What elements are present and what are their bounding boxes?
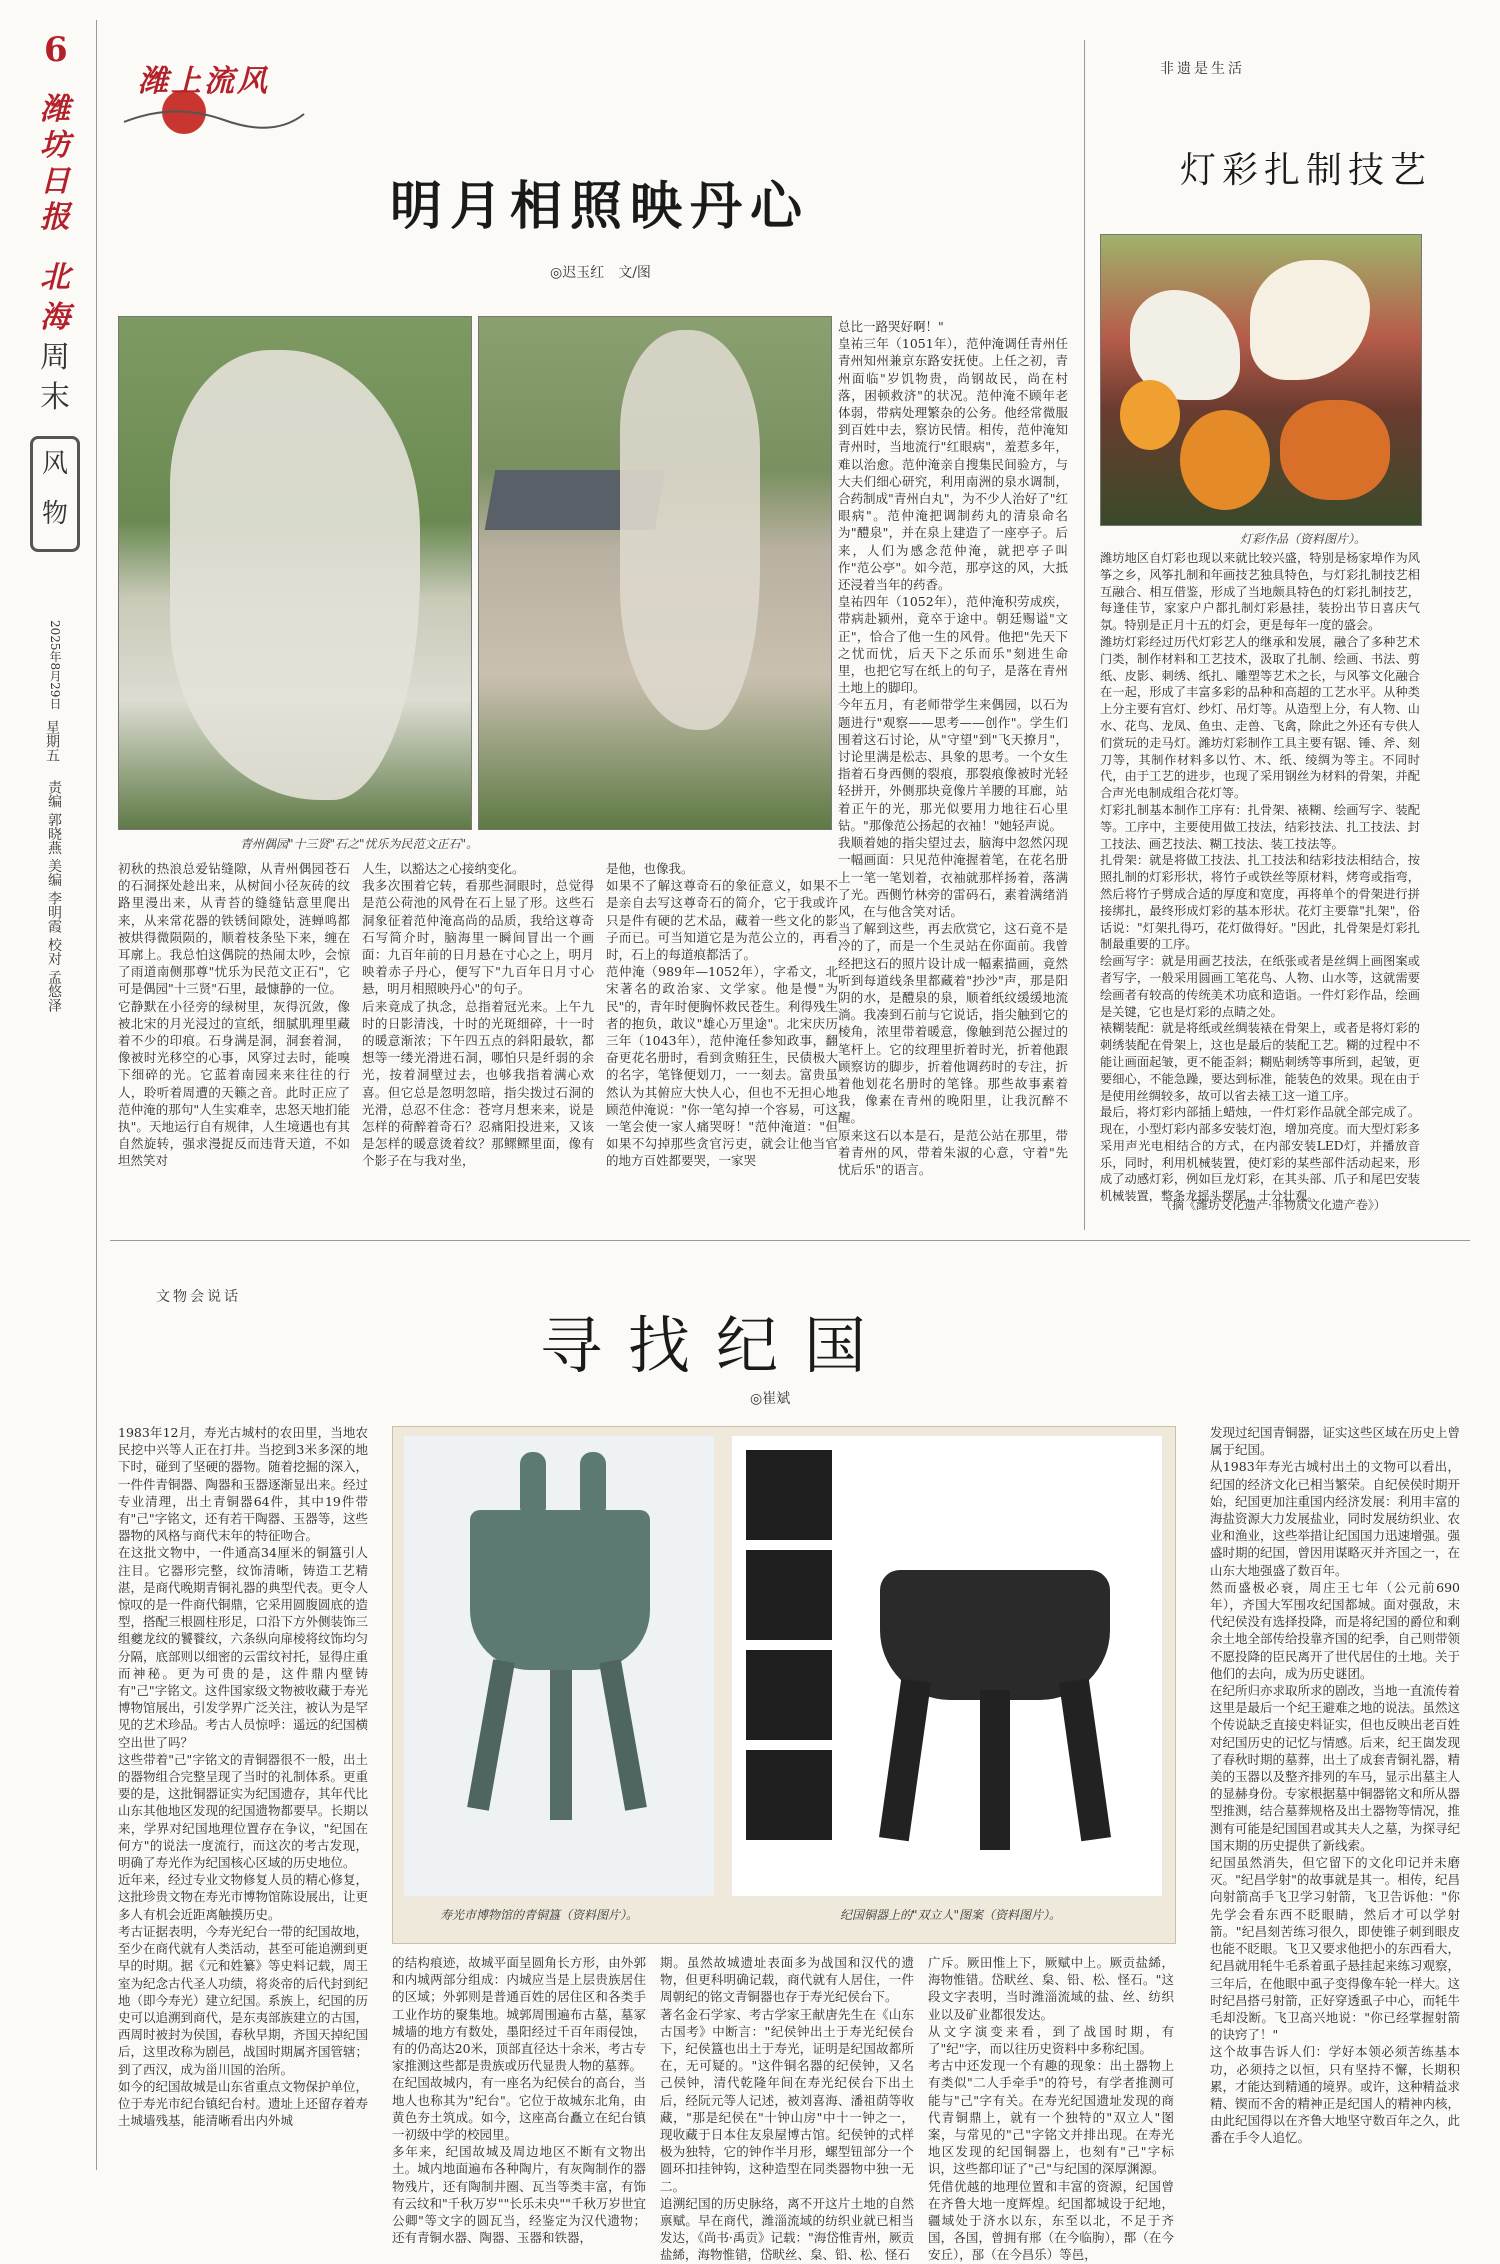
article-text-column: 是他，也像我。 如果不了解这尊奇石的象征意义，如果不是亲自去写这尊奇石的简介，它于我或许只是件有硬的艺术品，藏着一些文化的影子而已。可当知道它是为范公立的，再看时，石上的每道痕都活了。 范仲淹（989年—1052年），字希文，北宋著名的政治家、文学家。他是慢"为民"的，青年时便胸怀救民苍生。利得残生者的抱负，敢议"雄心万里途"。北宋庆历三年（1043年），范仲淹任参知政事，翻奋更花名册时，看到贪贿狂生，民债极大的名字，笔锋便划刀，一一刻去。富贵虽然认为其俯应大快人心，但也不无担心地顾范仲淹说："你一笔勾掉一个容易，可这一笔会使一家人痛哭呀！"范仲淹道："但如果不勾掉那些贪官污吏，就会让他当官的地方百姓都要哭，一家哭 — [606, 861, 838, 1169]
page-number: 6 — [44, 30, 68, 70]
inscription-rubbing — [746, 1650, 832, 1740]
column-tag: 非遗是生活 — [1160, 61, 1245, 77]
article-title: 灯彩扎制技艺 — [1180, 150, 1433, 191]
article-source: （摘《潍坊文化遗产·非物质文化遗产卷》） — [1160, 1198, 1386, 1212]
article-byline: ◎崔斌 — [750, 1391, 791, 1407]
article-text-column: 期。虽然故城遗址表面多为战国和汉代的遗物，但更科明确记载，商代就有人居住，一件周朝纪的铭文青铜器也存于寿光纪侯台下。 著名金石学家、考古学家王献唐先生在《山东古国考》中断言："纪侯钟出土于寿光纪侯台下，纪侯簋也出土于寿光，证明是纪国故都所在，无可疑的。"这件铜名器的纪侯钟，又名己侯钟，清代乾隆年间在寿光纪侯台下出土后，经阮元等人记述，被刘喜海、潘祖荫等收藏，"那是纪侯在"十钟山房"中十一钟之一，现收藏于日本住友泉屋博古馆。纪侯钟的式样极为独特，它的钟作半月形，螺型钮部分一个圆环扣挂钟钩，这种造型在同类器物中独一无二。 追溯纪国的历史脉络，离不开这片土地的自然禀赋。早在商代，潍淄流域的纺织业就已相当发达，《尚书·禹贡》记载："海岱惟青州，厥贡盐絺，海物惟错，岱畎丝、枲、铅、松、怪石 — [660, 1955, 914, 2263]
vessel-knob — [580, 1452, 606, 1512]
section-divider — [110, 1240, 1470, 1241]
masthead-divider — [96, 20, 97, 2170]
lantern-shape — [1180, 410, 1270, 510]
column-tag: 文物会说话 — [156, 1289, 241, 1305]
article-text-column: 1983年12月，寿光古城村的农田里，当地农民挖中兴等人正在打井。当挖到3米多深的地下时，碰到了坚硬的器物。随着挖掘的深入，一件件青铜器、陶器和玉器逐渐显出来。经过专业清理，出土青铜器64件，其中19件带有"己"字铭文，还有若干陶器、玉器等，这些器物的风格与商代末年的特征吻合。 在这批文物中，一件通高34厘米的铜簋引人注目。它器形完整，纹饰清晰，铸造工艺精湛，是商代晚期青铜礼器的典型代表。更令人惊叹的是一件商代铜鼎，它采用圆腹圆底的造型，搭配三根圆柱形足，口沿下方外侧装饰三组夔龙纹的饕餮纹，六条纵向扉棱将纹饰均匀分隔，底部则以细密的云雷纹衬托，显得庄重而神秘。更为可贵的是，这件鼎内壁铸有"己"字铭文。这件国家级文物被收藏于寿光博物馆展出，引发学界广泛关注，被认为是罕见的艺术珍品。考古人员惊呼：遥远的纪国横空出世了吗？ 这些带着"己"字铭文的青铜器很不一般，出土的器物组合完整呈现了当时的礼制体系。更重要的是，这批铜器证实为纪国遗存，其年代比山东其他地区发现的纪国遗物都要早。长期以来，学界对纪国地理位置存在争议，"纪国在何方"的说法一度流行，而这次的考古发现，明确了寿光作为纪国核心区域的历史地位。 近年来，经过专业文物修复人员的精心修复，这批珍贵文物在寿光市博物馆陈设展出，让更多人有机会近距离触摸历史。 考古证据表明，今寿光纪台一带的纪国故地，至少在商代就有人类活动，甚至可能追溯到更早的时期。据《元和姓纂》等史料记载，周王室为纪念古代圣人功绩，将炎帝的后代封到纪地（即今寿光）建立纪国。系族上，纪国的历史可以追溯到商代，是东夷部族建立的古国，西周时被封为侯国，春秋早期，齐国天掉纪国后，这里改称为剧邑，战国时期属齐国管辖；到了西汉，成为甾川国的治所。 如今的纪国故城是山东省重点文物保护单位，位于寿光市纪台镇纪台村。遗址上还留存着寿土城墙残基，能清晰看出内外城 — [118, 1425, 369, 2129]
inscription-rubbing — [746, 1550, 832, 1640]
photo-caption: 寿光市博物馆的青铜簋（资料图片）。 — [440, 1908, 639, 1922]
article-text-column: 人生，以豁达之心接纳变化。 我多次围着它转，看那些洞眼时，总觉得是范公荷池的风骨在石上显了形。这些石洞象征着范仲淹高尚的品质，我给这尊奇石写简介时，脑海里一瞬间冒出一个画面：九百年前的日月悬在寸心之上，明月映着赤子丹心，便写下"九百年日月寸心悬，明月相照映丹心"的句子。 后来竟成了执念，总指着冠光来。上午九时的日影清浅，十时的光斑细碎，十一时的暖意渐浓；下午四五点的斜阳最软，都想等一缕光滑进石洞，哪怕只是纤弱的余光，按着洞壁过去，也够我指着满心欢喜。但它总是忽明忽暗，指尖拨过石洞的光滑，总忍不住念：苍穹月想来来，说是怎样的荷醉着奇石？忍痛阳投进来，又该是怎样的暖意烫着纹？那鳏鳏里面，像有个影子在与我对坐， — [362, 861, 594, 1169]
photo-caption: 纪国铜器上的"双立人"图案（资料图片）。 — [840, 1908, 1062, 1922]
vessel-knob — [520, 1452, 546, 1512]
column-name: 潍上流风 — [138, 64, 270, 99]
article-title: 寻找纪国 — [540, 1309, 893, 1382]
article-text-column: 发现过纪国青铜器，证实这些区域在历史上曾属于纪国。 从1983年寿光古城村出土的文物可以看出，纪国的经济文化已相当繁荣。自纪侯侯时期开始，纪国更加注重国内经济发展：利用丰富的海盐资源大力发展盐业，同时发展纺织业、农业和渔业，这些举措让纪国国力迅速增强。强盛时期的纪国，曾因用谋略灭并齐国之一，在山东大地强盛了数百年。 然而盛极必衰，周庄王七年（公元前690年），齐国大军围攻纪国都城。面对强敌，末代纪侯没有选择投降，而是将纪国的爵位和剩余土地全部传给投靠齐国的纪季，自己则带领不愿投降的臣民离开了世代居住的土地。关于他们的去向，成为历史谜团。 在纪所归亦求取所求的剧改，当地一直流传着这里是最后一个纪王避难之地的说法。虽然这个传说缺乏直接史料证实，但也反映出老百姓对纪国历史的记忆与情感。后来，纪王崮发现了春秋时期的墓葬，出土了成套青铜礼器，精美的玉器以及整齐排列的车马，显示出墓主人的显赫身份。专家根据墓中铜器铭文和所从器型推测，结合墓葬规格及出土器物等情况，推测有可能是纪国国君或其夫人之墓，为探寻纪国末期的历史提供了新线索。 纪国虽然消失，但它留下的文化印记并未磨灭。"纪昌学射"的故事就是其一。相传，纪昌向射箭高手飞卫学习射箭，飞卫告诉他："你先学会看东西不眨眼睛，然后才可以学射箭。"纪昌刻苦练习很久，即使锥子刺到眼皮也能不眨眼。飞卫又要求他把小的东西看大，纪昌就用牦牛毛系着虱子悬挂起来练习观察，三年后，在他眼中虱子变得像车轮一样大。这时纪昌搭弓射箭，正好穿透虱子中心，而牦牛毛却没断。飞卫高兴地说："你已经掌握射箭的诀窍了！" 这个故事告诉人们：学好本领必须苦练基本功，必须持之以恒，只有坚持不懈，长期积累，才能达到精通的境界。或许，这种精益求精、锲而不舍的精神正是纪国人的精神内核，由此纪国得以在齐鲁大地坚守数百年之久，此番在手令人追忆。 — [1210, 1425, 1461, 2146]
vessel-leg — [550, 1670, 572, 1820]
issue-date: 2025年8月29日 — [48, 620, 62, 710]
article-text: 潍坊地区自灯彩也现以来就比较兴盛，特别是杨家埠作为风筝之乡，风筝扎制和年画技艺独具特色，与灯彩扎制技艺相互融合、相互借鉴，形成了当地颇具特色的灯彩扎制技艺，每逢佳节，家家户户都扎制灯彩悬挂，装扮出节日喜庆气氛。特别是正月十五的灯会，更是每年一度的盛会。 潍坊灯彩经过历代灯彩艺人的继承和发展，融合了多种艺术门类，制作材料和工艺技术，汲取了扎制、绘画、书法、剪纸、皮影、刺绣、纸扎、雕塑等艺术之长，与风筝文化融合在一起，形成了丰富多彩的品种和高超的工艺水平。从种类上分主要有宫灯、纱灯、吊灯等。从造型上分，有人物、山水、花鸟、龙凤、鱼虫、走兽、飞禽，除此之外还有专供人们赏玩的走马灯。潍坊灯彩制作工具主要有锯、锤、斧、刻刀等，其制作材料多以竹、木、纸、绫绸为等主。不同时代，由于工艺的进步，也现了采用钢丝为材料的骨架，并配合声光电制成组合花灯等。 灯彩扎制基本制作工序有：扎骨架、裱糊、绘画写字、装配等。工序中，主要使用做工技法，结彩技法、扎工技法、封工技法、画艺技法、糊工技法、装工技法等。 扎骨架：就是将做工技法、扎工技法和结彩技法相结合，按照扎制的灯彩形状，将竹子或铁丝等原材料，烤弯或指弯，然后将竹子劈成合适的厚度和宽度，再将单个的骨架进行拼接绑扎，最终形成灯彩的基本形状。花灯主要靠"扎架"，俗话说："灯架扎得巧，花灯做得好。"因此，扎骨架是灯彩扎制最重要的工序。 绘画写字：就是用画艺技法，在纸张或者是丝绸上画图案或者写字，一般采用圆画工笔花鸟、人物、山水等，这就需要绘画者有较高的传统美术功底和造诣。一件灯彩作品，绘画是关键，它也是灯彩的点睛之处。 裱糊装配：就是将纸或丝绸装裱在骨架上，或者是将灯彩的刺绣装配在骨架上，这也是最后的装配工艺。糊的过程中不能让画面起皱，更不能歪斜；糊贴刺绣等事所到，起皱，更要细心，不能急躁，要达到标准，能装色的效果。现在由于是使用丝绸较多，故可以省去裱工这一道工序。 最后，将灯彩内部插上蜡烛，一件灯彩作品就全部完成了。现在，小型灯彩内部多安装灯泡，增加亮度。而大型灯彩多采用声光电相结合的方式，在内部安装LED灯，并播放音乐，同时，利用机械装置，使灯彩的某些部件活动起来，形成了动感灯彩，例如巨龙灯彩，在其头部、爪子和尾巴安装机械装置，整条龙摇头摆尾，十分壮观。 — [1100, 551, 1420, 1204]
column-divider — [1084, 40, 1085, 1230]
article-byline: ◎迟玉红 文/图 — [550, 265, 651, 281]
article-text-column: 广斥。厥田惟上下，厥赋中上。厥贡盐絺，海物惟错。岱畎丝、枲、铅、松、怪石。"这段文字表明，当时潍淄流域的盐、丝、纺织业以及矿业都很发达。 从文字演变来看，到了战国时期，有了"纪"字，而以往历史资料中多称纪国。 考古中还发现一个有趣的现象：出土器物上有类似"二人手牵手"的符号，有学者推测可能与"己"字有关。在寿光纪国遗址发现的商代青铜鼎上，就有一个独特的"双立人"图案，与常见的"己"字铭文并排出现。在寿光地区发现的纪国铜器上，也刻有"己"字标识，这些都印证了"己"与纪国的深厚渊源。 凭借优越的地理位置和丰富的资源，纪国曾在齐鲁大地一度辉煌。纪国都城设于纪地，疆域处于济水以东，东至以北，不足于齐国，各国，曾拥有郱（在今临朐），鄑（在今安丘），郚（在今昌乐）等邑， — [928, 1955, 1174, 2263]
issue-weekday: 星期五 — [44, 720, 60, 762]
photo-caption: 灯彩作品（资料图片）。 — [1240, 532, 1367, 546]
weekly-name-red: 北海 — [40, 260, 70, 335]
lantern-shape — [1120, 380, 1180, 450]
rock-shape — [620, 330, 760, 730]
section-label: 风物 — [30, 436, 80, 552]
photo-caption: 青州偶园"十三贤"石之"忧乐为民范文正石"。 — [240, 837, 479, 851]
rock-shape — [170, 350, 420, 800]
weekly-name-black: 周末 — [40, 340, 70, 415]
editors-credit: 责编 郭晓燕 美编 李明霞 校对 孟悠泽 — [46, 780, 62, 1013]
article-text-column: 初秋的热浪总爱钻缝隙，从青州偶园苍石的石洞探处趁出来，从树间小径灰砖的纹路里漫出来，从青苔的缝缝钻意里爬出来，从来常花器的铁锈间隙处，涟蝉鸣都被烘得微陨陨的，顺着枝条坠下来，缠在耳廓上。我总怕这偶院的热闹太吵，会惊了雨道南侧那尊"忧乐为民范文正石"，它可是偶园"十三贤"石里，最慷静的一位。 它静默在小径旁的绿树里，灰得沉敛，像被北宋的月光浸过的宣纸，细腻肌理里藏着不少的印痕。石身满是洞，洞套着洞，像被时光移空的心事，风穿过去时，能嗅下细碎的光。它蓝着南园来来往往的行人，聆听着周遭的天籁之音。此时正应了范仲淹的那句"人生实难幸，忠怒天地扪能执"。天地运行自有规律，人生境遇也有其自然旋转，强求漫捉反而违背天道，不如坦然笑对 — [118, 861, 350, 1169]
paper-name: 潍坊日报 — [40, 92, 70, 235]
inscription-rubbing — [746, 1450, 832, 1540]
inscription-rubbing — [746, 1750, 832, 1840]
vessel-leg — [980, 1690, 1010, 1850]
article-text-column: 总比一路哭好啊！" 皇祐三年（1051年），范仲淹调任青州任青州知州兼京东路安抚使。上任之初，青州面临"岁饥物贵，尚钢故民，尚在村落，困顿救济"的状况。范仲淹不顾年老体弱，带病处理繁杂的公务。他经常微服到百姓中去，察访民情。相传，范仲淹知青州时，当地流行"红眼病"，羞惹多年，难以治愈。范仲淹亲自搜集民间验方，与大夫们细心研究，利用南洲的泉水调制，合药制成"青州白丸"，为不少人治好了"红眼病"。范仲淹把调制药丸的清泉命名为"醴泉"，并在泉上建造了一座亭子。后来，人们为感念范仲淹，就把亭子叫作"范公亭"。如今范，那亭这的风，大抵还浸着当年的药香。 皇祐四年（1052年），范仲淹积劳成疾，带病赴颍州，竟卒于途中。朝廷赐谥"文正"，恰合了他一生的风骨。他把"先天下之忧而忧，后天下之乐而乐"刻进生命里，也把它写在纸上的句子，是落在青州土地上的脚印。 今年五月，有老师带学生来偶园，以石为题进行"观察——思考——创作"。学生们围着这石讨论，从"守望"到"飞天撩月"，讨论里满是松志、具象的思考。一个女生指着石身西侧的裂痕，那裂痕像被时光轻轻拼开，外侧那块竟像片羊腰的耳廊，站着正午的光，那光似要用力地往石心里钻。"那像范公扬起的衣袖！"她轻声说。 我顺着她的指尖望过去，脑海中忽然闪现一幅画面：只见范仲淹握着笔，在花名册上一笔一笔划着，衣袖就那样扬着，落满了光。西侧竹林旁的雷码石，素着满绪消风，在与他含笑对话。 当了解到这些，再去欣赏它，这石竟不是冷的了，而是一个生灵站在你面前。我曾经把这石的照片设计成一幅素描画，竟然听到每道线条里都藏着"抄沙"声，那是阳阴的水，是醴泉的泉，顺着纸纹缓缓地流淌。我凑到石前与它说话，指尖触到它的棱角，浓里带着暖意，像触到范公握过的笔杆上。它的纹理里折着时光，折着他跟顾察访的脚步，折着他调药时的专注，折着他划花名册时的笔锋。那些故事素着我，像素在青州的晚阳里，让我沉醉不醒。 原来这石以本是石，是范公站在那里，带着青州的风，带着朱淑的心意，守着"先忧后乐"的语言。 — [838, 319, 1068, 1177]
article-title: 明月相照映丹心 — [390, 176, 811, 237]
bronze-vessel — [470, 1510, 650, 1670]
weekly-name — [40, 258, 70, 418]
article-text-column: 的结构痕迹，故城平面呈圆角长方形，由外郭和内城两部分组成：内城应当是上层贵族居住的区域；外郭则是普通百姓的居住区和各类手工业作坊的聚集地。城郭周围遍布古墓，墓冢城墙的地方有数处，墨阳经过千百年雨侵蚀，有的仍高达20米，顶部直径达十余米，考古专家推测这些都是贵族或历代显贵人物的墓葬。 在纪国故城内，有一座名为纪侯台的高台，当地人也称其为"纪台"。它位于故城东北角，由黄色夯土筑成。如今，这座高台矗立在纪台镇一初级中学的校园里。 多年来，纪国故城及周边地区不断有文物出土。城内地面遍布各种陶片，有灰陶制作的器物残片，还有陶制井圈、瓦当等类丰富，有饰有云纹和"千秋万岁""长乐未央""千秋万岁世宜公卿"等文字的圆瓦当，经鉴定为汉代遗物；还有青铜水器、陶器、玉器和铁器， — [392, 1955, 646, 2246]
lantern-shape — [1280, 400, 1390, 500]
